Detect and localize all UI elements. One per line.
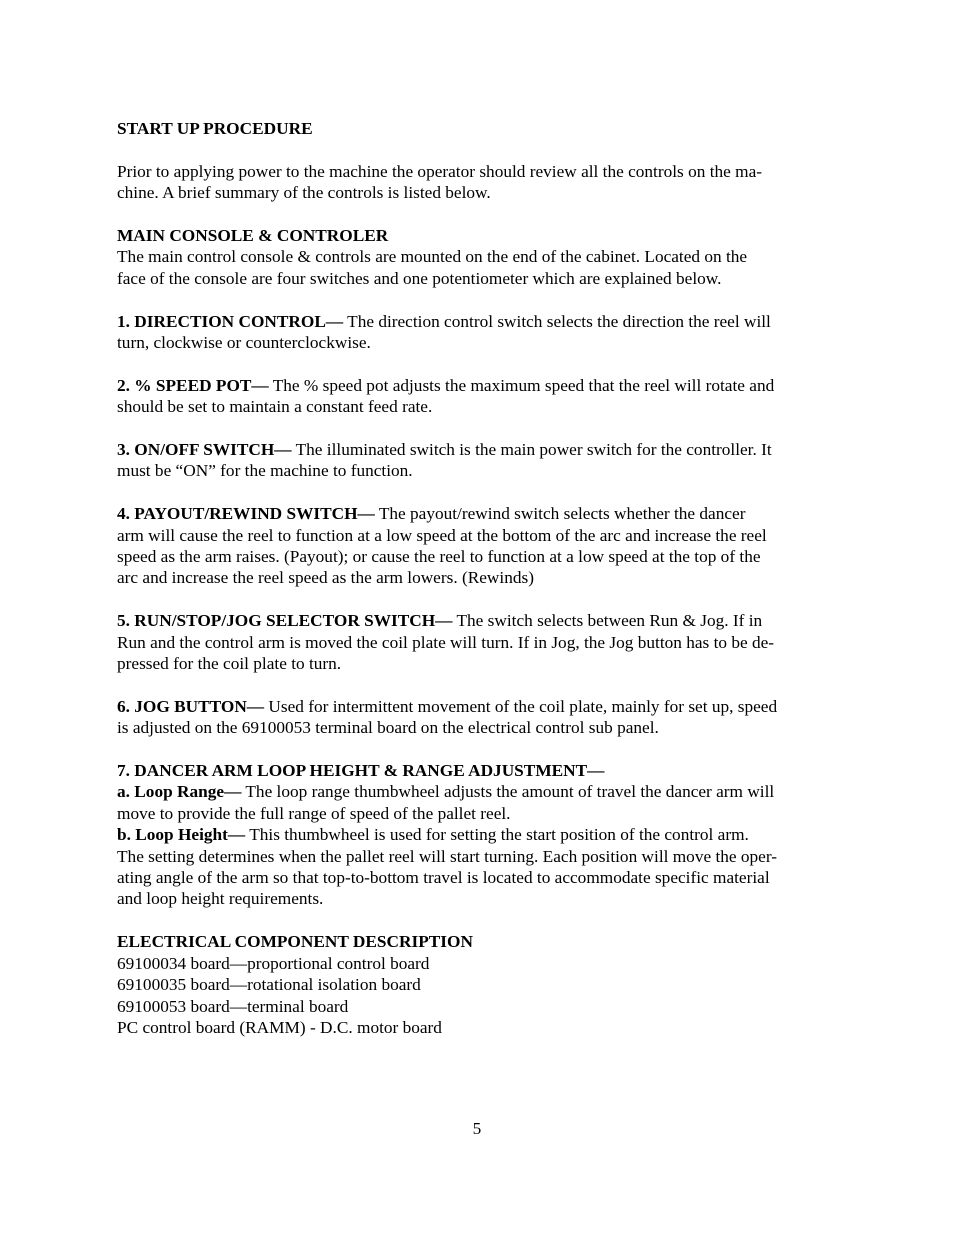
electrical-item: PC control board (RAMM) - D.C. motor board <box>117 1017 442 1037</box>
dancer-arm-section <box>117 760 841 910</box>
console-line: face of the console are four switches and one potentiometer which are explained below. <box>117 268 722 288</box>
item-text: The % speed pot adjusts the maximum speed that the reel will rotate and <box>268 375 775 395</box>
item-text: speed as the arm raises. (Payout); or cause the reel to function at a low speed at the top of the <box>117 547 761 567</box>
electrical-heading: ELECTRICAL COMPONENT DESCRIPTION <box>117 932 473 952</box>
item-text: The switch selects between Run & Jog. If in <box>452 611 763 631</box>
electrical-section <box>117 931 841 1038</box>
document-page <box>117 118 841 1038</box>
item-payout-rewind-switch <box>117 503 841 589</box>
loop-range-text: The loop range thumbwheel adjusts the amount of travel the dancer arm will <box>241 782 775 802</box>
console-heading: MAIN CONSOLE & CONTROLER <box>117 226 389 245</box>
item-text: The illuminated switch is the main power switch for the controller. It <box>291 440 772 460</box>
item-text: turn, clockwise or counterclockwise. <box>117 333 371 353</box>
item-text: pressed for the coil plate to turn. <box>117 654 342 674</box>
intro-line: chine. A brief summary of the controls is listed below. <box>117 183 491 203</box>
item-text: is adjusted on the 69100053 terminal board on the electrical control sub panel. <box>117 718 659 738</box>
intro-line: Prior to applying power to the machine the operator should review all the controls on the ma- <box>117 161 762 181</box>
item-text: Run and the control arm is moved the coil plate will turn. If in Jog, the Jog button has to be de- <box>117 632 775 652</box>
loop-height-text: The setting determines when the pallet reel will start turning. Each position will move the oper- <box>117 846 778 866</box>
item-label: 5. RUN/STOP/JOG SELECTOR SWITCH— <box>117 611 453 631</box>
item-jog-button <box>117 696 841 739</box>
loop-height-text: This thumbwheel is used for setting the start position of the control arm. <box>245 825 749 845</box>
item-text: The direction control switch selects the direction the reel will <box>343 311 771 331</box>
loop-range-label: a. Loop Range— <box>117 782 242 802</box>
electrical-item: 69100035 board—rotational isolation board <box>117 975 421 995</box>
loop-range-text: move to provide the full range of speed of the pallet reel. <box>117 803 511 823</box>
loop-height-label: b. Loop Height— <box>117 825 246 845</box>
item-label: 1. DIRECTION CONTROL— <box>117 311 344 331</box>
item-label: 2. % SPEED POT— <box>117 375 269 395</box>
electrical-item: 69100053 board—terminal board <box>117 996 349 1016</box>
item-label: 3. ON/OFF SWITCH— <box>117 440 292 460</box>
item-text: arc and increase the reel speed as the arm lowers. (Rewinds) <box>117 568 534 588</box>
item-text: Used for intermittent movement of the coil plate, mainly for set up, speed <box>264 696 778 716</box>
item-run-stop-jog-switch <box>117 610 841 674</box>
dancer-heading: 7. DANCER ARM LOOP HEIGHT & RANGE ADJUSTMENT— <box>117 761 605 781</box>
item-text: The payout/rewind switch selects whether the dancer <box>374 504 746 524</box>
page-number: 5 <box>472 1119 482 1138</box>
item-speed-pot <box>117 375 841 418</box>
item-text: should be set to maintain a constant feed rate. <box>117 397 433 417</box>
console-section <box>117 225 841 289</box>
item-label: 4. PAYOUT/REWIND SWITCH— <box>117 504 375 524</box>
item-on-off-switch <box>117 439 841 482</box>
loop-height-text: ating angle of the arm so that top-to-bottom travel is located to accommodate specific material <box>117 868 770 888</box>
item-text: arm will cause the reel to function at a low speed at the bottom of the arc and increase the reel <box>117 525 767 545</box>
electrical-item: 69100034 board—proportional control board <box>117 953 430 973</box>
intro-paragraph <box>117 161 841 204</box>
console-line: The main control console & controls are mounted on the end of the cabinet. Located on the <box>117 247 748 267</box>
item-text: must be “ON” for the machine to function. <box>117 461 413 481</box>
page-title: START UP PROCEDURE <box>117 119 313 138</box>
item-direction-control <box>117 311 841 354</box>
item-label: 6. JOG BUTTON— <box>117 696 265 716</box>
loop-height-text: and loop height requirements. <box>117 889 324 909</box>
